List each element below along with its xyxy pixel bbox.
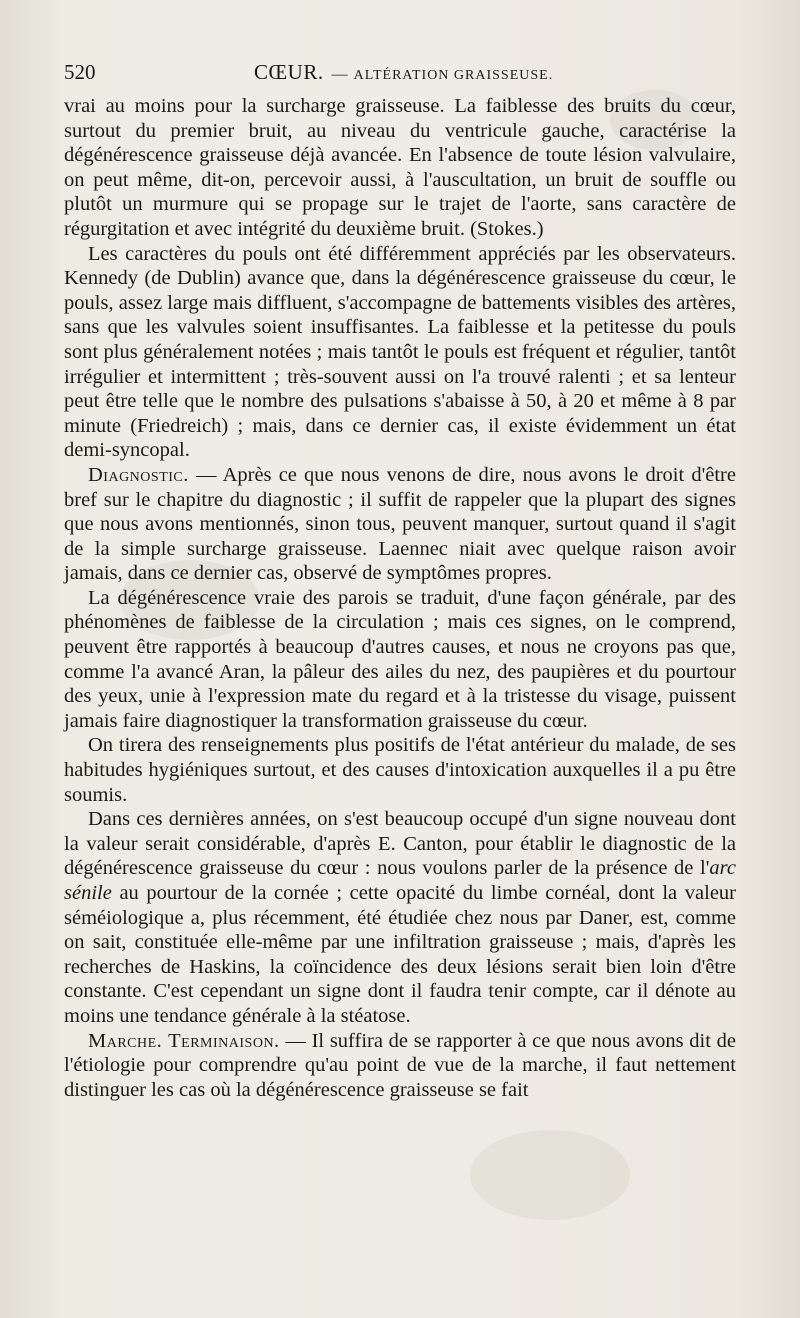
paragraph-arc-senile-text-a: Dans ces dernières années, on s'est beaucoup occupé d'un signe nouveau dont la valeur serait considérable, d'après E. Canton, pour établir le diagnostic de la dégénérescence graisseuse du cœur : nous voulons parler de la présence de l' bbox=[64, 808, 736, 880]
running-head bbox=[254, 60, 553, 85]
paragraph-diagnostic bbox=[64, 463, 736, 586]
paragraph-wall-degeneration: La dégénérescence vraie des parois se traduit, d'une façon générale, par des phénomènes de faiblesse de la circulation ; mais ces signes, on le comprend, peuvent être rapportés à beaucoup d'autres causes, et nous ne croyons pas que, comme l'a avancé Aran, la pâleur des ailes du nez, des paupières et du pourtour des yeux, unie à l'expression mate du regard et à la tristesse du visage, puissent jamais faire diagnostiquer la transformation graisseuse du cœur. bbox=[64, 586, 736, 732]
paragraph-course-text: — Il suffira de se rapporter à ce que nous avons dit de l'étiologie pour comprendre qu'au point de vue de la marche, il faut nettement distinguer les cas où la dégénérescence graisseuse se fait bbox=[64, 1029, 736, 1101]
paragraph-pulse: Les caractères du pouls ont été différemment appréciés par les observateurs. Kennedy (de Dublin) avance que, dans la dégénérescence graisseuse du cœur, le pouls, assez large mais diffluent, s'accompagne de battements visibles des artères, sans que les valvules soient insuffisantes. La faiblesse et la petitesse du pouls sont plus généralement notées ; mais tantôt le pouls est fréquent et régulier, tantôt irrégulier et intermittent ; très-souvent aussi on l'a trouvé ralenti ; et sa lenteur peut être telle que le nombre des pulsations s'abaisse à 50, à 20 et même à 8 par minute (Friedreich) ; mais, dans ce dernier cas, il existe évidemment un état demi-syncopal. bbox=[64, 242, 736, 462]
running-head-dash: — bbox=[331, 66, 348, 83]
paragraph-course bbox=[64, 1029, 736, 1103]
paragraph-heart-sounds: vrai au moins pour la surcharge graisseuse. La faiblesse des bruits du cœur, surtout du premier bruit, au niveau du ventricule gauche, caractérise la dégénérescence graisseuse déjà avancée. En l'absence de toute lésion valvulaire, on peut même, dit-on, percevoir aussi, à l'auscultation, un bruit de souffle ou plutôt un murmure qui se propage sur le trajet de l'aorte, sans caractère de régurgitation et avec intégrité du deuxième bruit. (Stokes.) bbox=[64, 95, 736, 240]
running-head-subtitle: ALTÉRATION GRAISSEUSE. bbox=[353, 68, 554, 83]
section-heading-course: Marche. Terminaison. bbox=[88, 1029, 280, 1052]
page-number: 520 bbox=[64, 60, 96, 84]
paragraph-patient-history: On tirera des renseignements plus positifs de l'état antérieur du malade, de ses habitudes hygiéniques surtout, et des causes d'intoxication auxquelles il a pu être soumis. bbox=[64, 734, 736, 806]
running-head-title: CŒUR. bbox=[254, 60, 324, 84]
running-header bbox=[64, 58, 736, 88]
paragraph-arc-senile-text-b: au pourtour de la cornée ; cette opacité du limbe cornéal, dont la valeur séméiologique a, plus récemment, été étudiée chez nous par Daner, est, comme on sait, constituée elle-même par une infiltration graisseuse ; mais, d'après les recherches de Haskins, la coïncidence des deux lésions serait bien loin d'être constante. C'est cependant un signe dont il faudra tenir compte, car il dénote au moins une tendance générale à la stéatose. bbox=[64, 882, 736, 1027]
paragraph-arc-senile bbox=[64, 807, 736, 1028]
body-text bbox=[64, 94, 736, 1102]
paper-stain bbox=[470, 1130, 630, 1220]
term-arc-senile: arc sénile bbox=[64, 857, 736, 904]
section-heading-diagnostic: Diagnostic. bbox=[88, 463, 189, 486]
paragraph-diagnostic-text: — Après ce que nous venons de dire, nous avons le droit d'être bref sur le chapitre du diagnostic ; il suffit de rappeler que la plupart des signes que nous avons mentionnés, sinon tous, peuvent manquer, surtout quand il s'agit de la simple surcharge graisseuse. Laennec niait avec quelque raison avoir jamais, dans ce dernier cas, observé de symptômes propres. bbox=[64, 463, 736, 585]
